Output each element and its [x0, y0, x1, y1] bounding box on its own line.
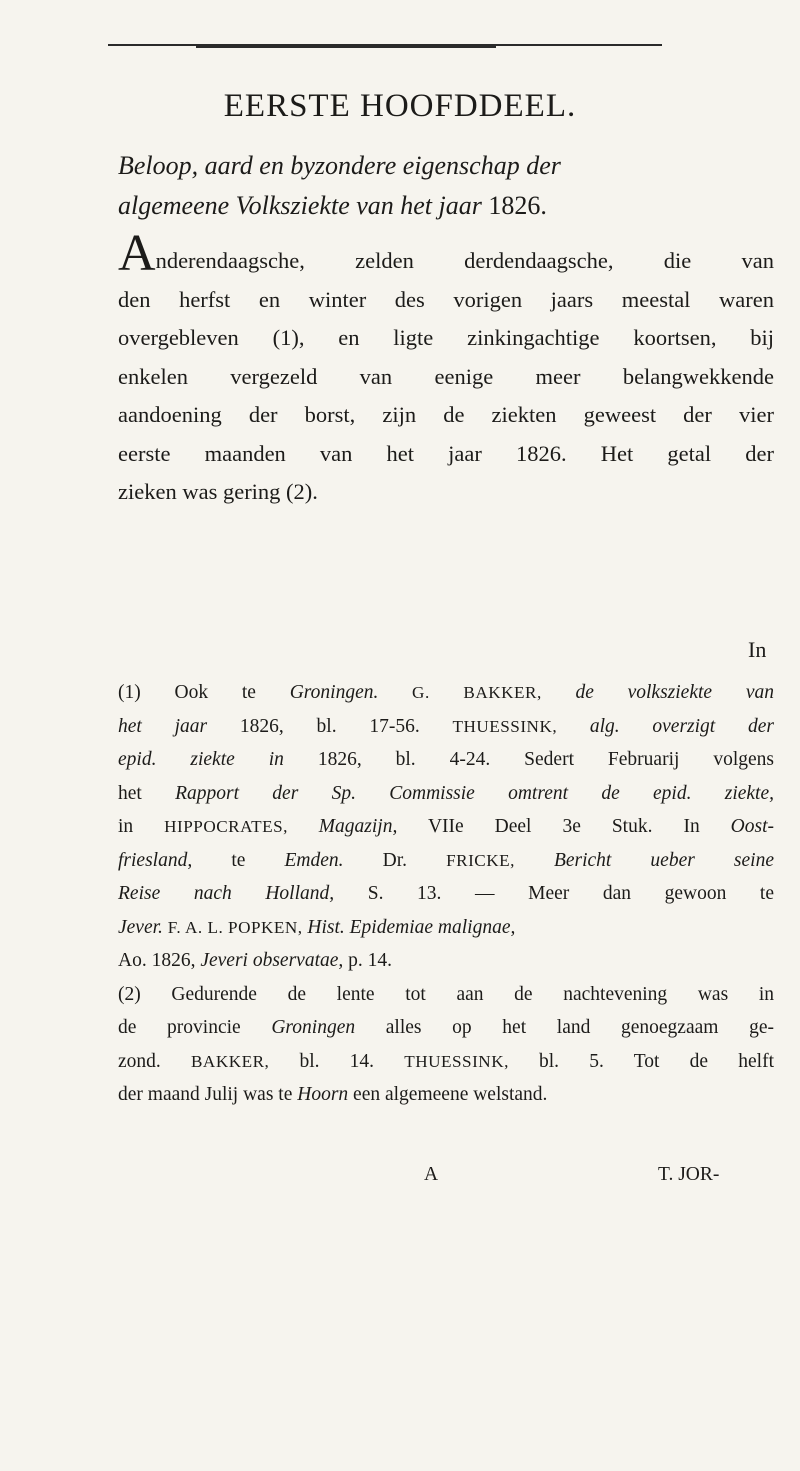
fn-title: Rapport der Sp. Commissie omtrent de epid. ziekte, [175, 782, 774, 804]
fn-place: Groningen. [289, 682, 379, 703]
fn-text: der maand Julij was te [118, 1084, 298, 1105]
fn-title: Hist. Epidemiae malignae, [307, 916, 516, 938]
footnote-2-line [118, 1011, 774, 1045]
fn-author: BAKKER, [190, 1051, 300, 1071]
body-line: enkelen vergezeld van eenige meer belangwekkende [118, 363, 774, 389]
fn-author: F. A. L. POPKEN, [162, 917, 308, 937]
fn-text: alles op het land genoegzaam ge- [355, 1017, 774, 1038]
main-text [118, 225, 774, 512]
body-line: zieken was gering (2). [118, 479, 318, 504]
fn-text: (1) Ook te [118, 682, 290, 703]
fn-text: in [118, 816, 165, 837]
fn-author: THUESSINK, [404, 1051, 539, 1071]
footnotes [118, 676, 774, 1112]
fn-text: S. 13. — Meer dan gewoon te [334, 883, 774, 904]
fn-title: Jeveri observatae, [200, 950, 344, 971]
fn-author: THUESSINK, [452, 716, 590, 736]
fn-place: Oost- [730, 816, 775, 837]
section-subtitle [118, 146, 778, 226]
drop-cap: A [118, 225, 156, 282]
fn-text: Ao. 1826, [118, 950, 201, 971]
fn-text: zond. [118, 1050, 191, 1072]
footnote-1-line [118, 710, 774, 744]
body-line: overgebleven (1), en ligte zinkingachtige koortsen, bij [118, 325, 774, 350]
fn-place: Emden. [284, 849, 344, 871]
top-rule-thick [196, 44, 496, 48]
fn-author: FRICKE, [446, 850, 554, 870]
body-line-text: nderendaagsche, zelden derdendaagsche, die van [155, 248, 774, 273]
fn-text: bl. 14. [299, 1050, 405, 1072]
fn-text: een algemeene welstand. [348, 1084, 548, 1105]
fn-text: bl. 5. Tot de helft [539, 1050, 774, 1072]
footnote-1-line [118, 944, 774, 978]
fn-title: alg. overzigt der [589, 715, 774, 737]
footnote-2-line: (2) Gedurende de lente tot aan de nachtevening was in [118, 983, 774, 1005]
footnote-2-line [118, 1045, 774, 1079]
fn-author: G. BAKKER, [378, 683, 576, 702]
body-line: eerste maanden van het jaar 1826. Het getal der [118, 440, 774, 466]
fn-title: Magazijn, [318, 816, 398, 837]
catchword-footer: T. JOR- [658, 1164, 720, 1185]
fn-text: 1826, bl. 17-56. [207, 715, 453, 737]
subtitle-year: 1826. [488, 191, 547, 220]
footnote-1-line [118, 676, 774, 710]
body-line: aandoening der borst, zijn de ziekten geweest der vier [118, 402, 774, 427]
body-line: den herfst en winter des vorigen jaars meestal waren [118, 286, 774, 312]
subtitle-line-2-text: algemeene Volksziekte van het jaar [118, 191, 482, 220]
fn-text: het [118, 782, 176, 804]
fn-text: VIIe Deel 3e Stuk. In [397, 816, 731, 837]
subtitle-line-2 [118, 186, 778, 226]
body-line [118, 225, 774, 282]
subtitle-line-1: Beloop, aard en byzondere eigenschap der [118, 151, 561, 180]
fn-title: de volksziekte van [575, 682, 774, 703]
footnote-1-line [118, 777, 774, 811]
fn-title: Bericht ueber seine [553, 849, 774, 871]
fn-author: HIPPOCRATES, [164, 817, 319, 836]
fn-title: epid. ziekte in [118, 749, 284, 770]
footnote-1-line [118, 810, 774, 844]
fn-place: Jever. [118, 916, 163, 938]
fn-title: Reise nach Holland, [118, 883, 335, 904]
catchword-body: In [748, 637, 767, 662]
footnote-1-line [118, 911, 774, 945]
footnote-1-line [118, 877, 774, 911]
fn-title: het jaar [118, 715, 208, 737]
fn-text: p. 14. [343, 950, 393, 971]
fn-place: Hoorn [297, 1084, 349, 1105]
fn-text: te [192, 849, 285, 871]
fn-text: Dr. [343, 849, 447, 871]
fn-place: Groningen [271, 1017, 356, 1038]
footnote-2-line [118, 1078, 774, 1112]
footnote-1-line [118, 844, 774, 878]
fn-text: 1826, bl. 4-24. Sedert Februarij volgens [283, 749, 774, 770]
signature-mark: A [424, 1164, 439, 1185]
chapter-heading: EERSTE HOOFDDEEL. [223, 88, 577, 124]
fn-text: de provincie [118, 1017, 272, 1038]
fn-place: friesland, [118, 849, 193, 871]
footnote-1-line [118, 743, 774, 777]
